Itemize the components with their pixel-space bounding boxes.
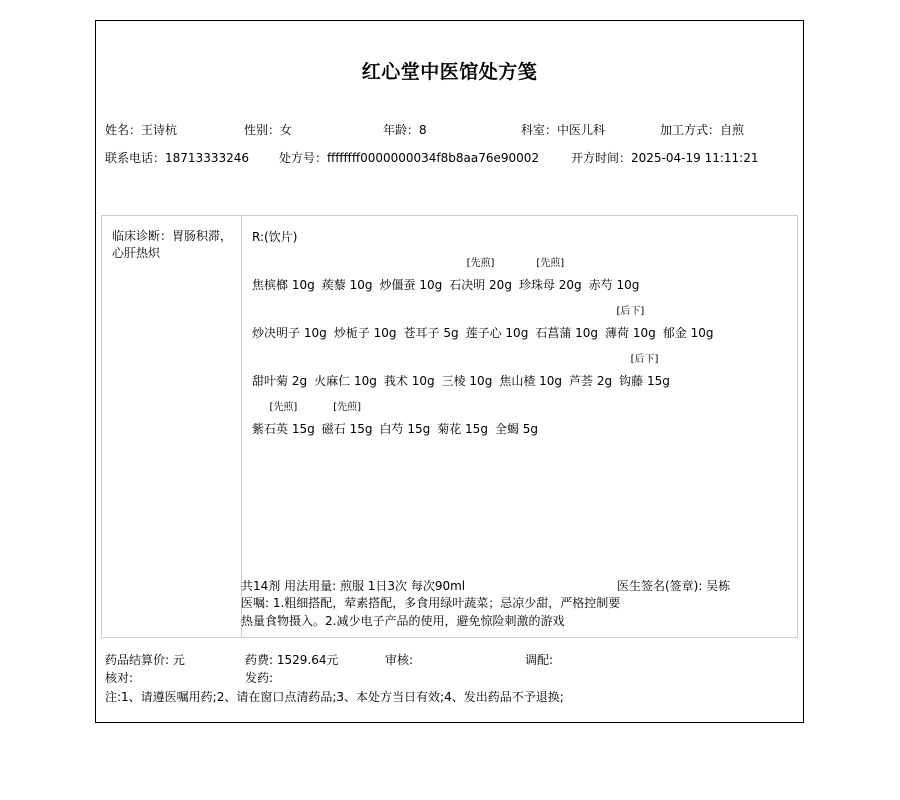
patient-name	[105, 123, 177, 137]
herb-name: 磁石	[321, 422, 346, 436]
herb-dose: 10g	[419, 278, 443, 292]
gender-value: 女	[280, 123, 293, 137]
patient-gender	[244, 123, 292, 137]
rx-header: R:(饮片)	[252, 230, 298, 244]
patient-age	[383, 123, 427, 137]
herb-item	[403, 324, 458, 341]
herb-name: 炒决明子	[252, 326, 301, 340]
herb-dose: 20g	[558, 278, 582, 292]
drug-fee: 药费: 1529.64元	[245, 653, 339, 667]
herb-dose: 10g	[349, 278, 373, 292]
herb-dose: 10g	[575, 326, 599, 340]
herb-name: 赤芍	[588, 278, 613, 292]
herb-dose: 2g	[596, 374, 613, 388]
herb-name: 蒺藜	[321, 278, 346, 292]
herb-dose: 10g	[505, 326, 529, 340]
herb-note: [后下]	[630, 354, 659, 365]
time-value: 2025-04-19 11:11:21	[631, 151, 759, 165]
process-label: 加工方式：	[660, 123, 721, 137]
herb-name: 菊花	[437, 422, 462, 436]
age-value: 8	[419, 123, 427, 137]
herb-dose: 20g	[489, 278, 512, 292]
herb-name: 莪术	[383, 374, 408, 388]
herb-row	[252, 258, 646, 293]
time-label: 开方时间：	[571, 151, 632, 165]
herb-name: 莲子心	[465, 326, 502, 340]
dept-label: 科室：	[521, 123, 558, 137]
column-divider	[241, 215, 242, 638]
herb-name: 石决明	[449, 278, 486, 292]
herb-dose: 10g	[291, 278, 315, 292]
patient-phone	[105, 151, 249, 165]
herb-dose: 10g	[373, 326, 397, 340]
herb-item	[495, 420, 538, 437]
herb-item	[314, 372, 377, 389]
herb-item	[605, 306, 656, 341]
patient-dept	[521, 123, 605, 137]
herb-item	[449, 258, 512, 293]
herb-dose: 10g	[632, 326, 656, 340]
herb-dose: 15g	[349, 422, 373, 436]
herb-dose: 10g	[616, 278, 640, 292]
name-label: 姓名：	[105, 123, 142, 137]
herb-name: 炒僵蚕	[379, 278, 416, 292]
medical-advice: 医嘱: 1.粗细搭配，荤素搭配，多食用绿叶蔬菜；忌凉少甜，严格控制要热量食物摄入。2.减少电子产品的使用，避免惊险刺激的游戏	[241, 596, 621, 628]
check-field: 核对:	[105, 671, 134, 685]
settlement-price: 药品结算价: 元	[105, 653, 185, 667]
prescription-number	[279, 151, 539, 165]
herb-dose: 10g	[411, 374, 435, 388]
herb-dose: 15g	[647, 374, 670, 388]
herb-dose: 5g	[443, 326, 459, 340]
herb-dose: 10g	[469, 374, 493, 388]
dept-value: 中医儿科	[557, 123, 606, 137]
rxno-value: ffffffff0000000034f8b8aa76e90002	[327, 151, 540, 165]
herb-name: 三棱	[441, 374, 466, 388]
herb-dose: 2g	[291, 374, 308, 388]
herb-item	[252, 372, 307, 389]
herb-item	[322, 276, 373, 293]
herb-item	[252, 324, 327, 341]
herb-name: 薄荷	[605, 326, 630, 340]
herb-dose: 10g	[539, 374, 563, 388]
herb-item	[569, 372, 612, 389]
footer-notes: 注:1、请遵医嘱用药;2、请在窗口点清药品;3、本处方当日有效;4、发出药品不予退换;	[105, 690, 564, 704]
gender-label: 性别：	[244, 123, 281, 137]
herb-dose: 15g	[407, 422, 431, 436]
review-field: 审核:	[385, 653, 414, 667]
phone-label: 联系电话：	[105, 151, 166, 165]
herb-item	[437, 420, 488, 437]
herb-dose: 5g	[522, 422, 539, 436]
herb-item	[384, 372, 435, 389]
herb-note: [先煎]	[269, 402, 298, 413]
usage-dosage: 共14剂 用法用量: 煎服 1日3次 每次90ml	[241, 579, 466, 593]
prescription-time	[571, 151, 758, 165]
herb-item	[466, 324, 529, 341]
process-value: 自煎	[720, 123, 745, 137]
herb-dose: 10g	[690, 326, 714, 340]
herb-item	[589, 276, 640, 293]
clinical-diagnosis: 临床诊断：胃肠积滞，心肝热炽	[112, 229, 233, 260]
age-label: 年龄：	[383, 123, 420, 137]
herb-name: 焦山楂	[499, 374, 536, 388]
herb-item	[619, 354, 670, 389]
rxno-label: 处方号：	[279, 151, 328, 165]
herb-item	[499, 372, 562, 389]
phone-value: 18713333246	[165, 151, 249, 165]
page-title: 红心堂中医馆处方笺	[361, 61, 538, 83]
herb-name: 白芍	[379, 422, 404, 436]
herb-note: [后下]	[616, 306, 645, 317]
herb-note: [先煎]	[333, 402, 361, 413]
herb-item	[252, 276, 315, 293]
herb-name: 焦槟榔	[252, 278, 289, 292]
herb-dose: 15g	[291, 422, 315, 436]
herb-note: [先煎]	[466, 258, 495, 269]
herb-item	[535, 324, 598, 341]
herb-item	[518, 258, 582, 293]
herb-name: 石菖蒲	[535, 326, 572, 340]
herb-dose: 10g	[303, 326, 327, 340]
herb-row	[252, 306, 721, 341]
herb-name: 芦荟	[569, 374, 594, 388]
herb-dose: 10g	[353, 374, 377, 388]
herb-item	[442, 372, 493, 389]
herb-name: 火麻仁	[314, 374, 351, 388]
herb-item	[334, 324, 397, 341]
name-value: 王诗杭	[141, 123, 178, 137]
herb-name: 珍珠母	[518, 278, 555, 292]
herb-item	[321, 402, 373, 437]
herb-name: 全蝎	[494, 422, 519, 436]
herb-name: 紫石英	[252, 422, 289, 436]
herb-item	[379, 276, 442, 293]
herb-item	[663, 324, 714, 341]
herb-name: 钩藤	[619, 374, 644, 388]
herb-dose: 15g	[465, 422, 488, 436]
herb-name: 苍耳子	[403, 326, 440, 340]
process-method	[660, 123, 744, 137]
herb-item	[252, 402, 315, 437]
herb-name: 郁金	[662, 326, 687, 340]
herb-note: [先煎]	[536, 258, 565, 269]
herb-name: 甜叶菊	[252, 374, 289, 388]
herb-item	[379, 420, 430, 437]
herb-row	[252, 402, 545, 437]
issue-field: 发药:	[245, 671, 274, 685]
doctor-signature: 医生签名(签章): 吴栋	[617, 579, 731, 593]
herb-name: 炒栀子	[333, 326, 370, 340]
herb-row	[252, 354, 677, 389]
dispense-field: 调配:	[525, 653, 554, 667]
